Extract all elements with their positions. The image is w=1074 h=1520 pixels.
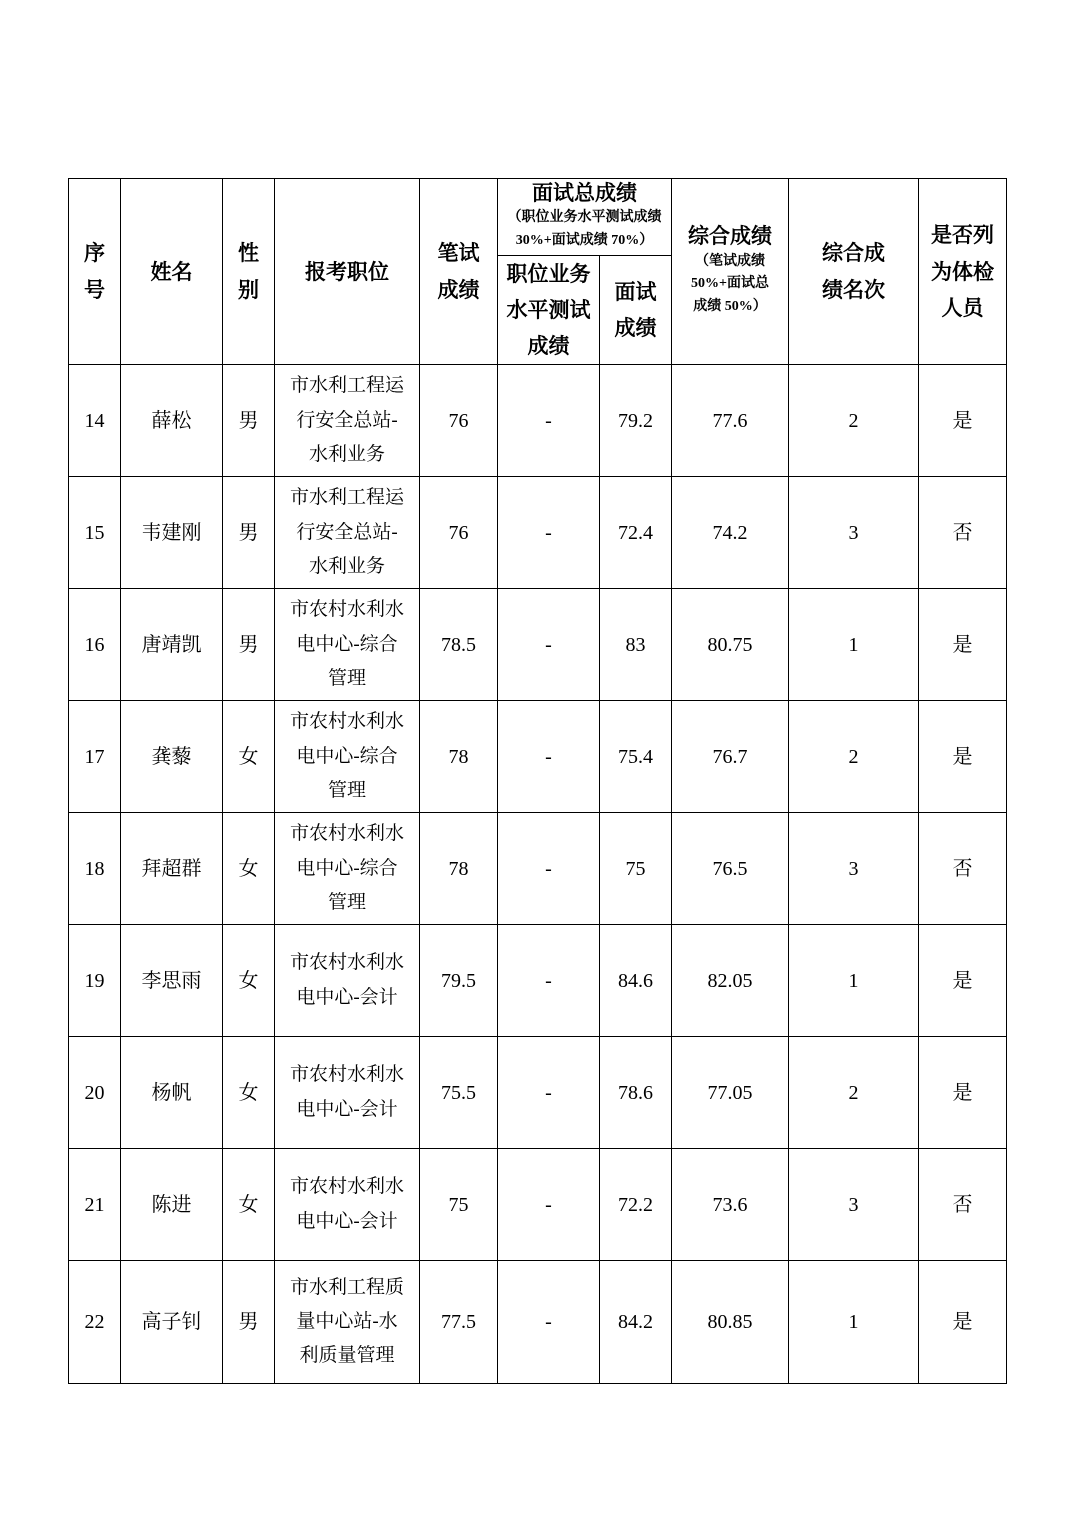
cell-rank: 3	[789, 477, 919, 589]
cell-position: 市农村水利水电中心-会计	[275, 1149, 420, 1261]
header-comprehensive-note: （笔试成绩 50%+面试总成绩 50%）	[691, 253, 769, 314]
cell-gender: 男	[223, 365, 275, 477]
cell-interview-score: 75	[600, 813, 672, 925]
score-table	[68, 178, 1007, 1384]
table-header	[69, 179, 1007, 365]
cell-written-score: 78	[420, 813, 498, 925]
header-rank	[789, 179, 919, 365]
table-row	[69, 1037, 1007, 1149]
header-gender	[223, 179, 275, 365]
header-biz-test-score	[498, 255, 600, 364]
cell-interview-score: 84.6	[600, 925, 672, 1037]
cell-serial: 19	[69, 925, 121, 1037]
header-name-label: 姓名	[150, 259, 193, 284]
cell-serial: 17	[69, 701, 121, 813]
header-interview-score	[600, 255, 672, 364]
header-written-score-label: 笔试成绩	[437, 241, 480, 302]
cell-comprehensive-score: 80.75	[672, 589, 789, 701]
cell-name: 薛松	[121, 365, 223, 477]
cell-gender: 女	[223, 1149, 275, 1261]
cell-serial: 14	[69, 365, 121, 477]
cell-medical: 是	[919, 589, 1007, 701]
header-interview-score-label: 面试成绩	[614, 279, 657, 340]
cell-biz-test-score: -	[498, 1261, 600, 1384]
header-interview-group-note: （职位业务水平测试成绩 30%+面试成绩 70%）	[507, 210, 662, 248]
cell-serial: 20	[69, 1037, 121, 1149]
cell-interview-score: 72.2	[600, 1149, 672, 1261]
cell-interview-score: 78.6	[600, 1037, 672, 1149]
cell-written-score: 75.5	[420, 1037, 498, 1149]
cell-written-score: 75	[420, 1149, 498, 1261]
cell-comprehensive-score: 77.6	[672, 365, 789, 477]
table-row	[69, 701, 1007, 813]
table-row	[69, 925, 1007, 1037]
cell-biz-test-score: -	[498, 1149, 600, 1261]
cell-interview-score: 72.4	[600, 477, 672, 589]
cell-name: 高子钊	[121, 1261, 223, 1384]
cell-medical: 否	[919, 477, 1007, 589]
cell-medical: 是	[919, 1037, 1007, 1149]
table-row	[69, 1261, 1007, 1384]
cell-name: 陈进	[121, 1149, 223, 1261]
table-row	[69, 365, 1007, 477]
cell-position: 市农村水利水电中心-会计	[275, 1037, 420, 1149]
cell-serial: 18	[69, 813, 121, 925]
cell-rank: 2	[789, 365, 919, 477]
cell-gender: 女	[223, 701, 275, 813]
cell-rank: 1	[789, 1261, 919, 1384]
cell-position: 市水利工程运行安全总站-水利业务	[275, 477, 420, 589]
cell-gender: 男	[223, 589, 275, 701]
table-row	[69, 477, 1007, 589]
header-written-score	[420, 179, 498, 365]
cell-gender: 女	[223, 1037, 275, 1149]
cell-position: 市农村水利水电中心-综合管理	[275, 701, 420, 813]
cell-biz-test-score: -	[498, 813, 600, 925]
header-gender-label: 性别	[238, 241, 259, 302]
cell-comprehensive-score: 80.85	[672, 1261, 789, 1384]
cell-interview-score: 75.4	[600, 701, 672, 813]
cell-comprehensive-score: 76.7	[672, 701, 789, 813]
cell-biz-test-score: -	[498, 365, 600, 477]
cell-rank: 2	[789, 701, 919, 813]
cell-written-score: 78	[420, 701, 498, 813]
cell-medical: 是	[919, 925, 1007, 1037]
header-medical	[919, 179, 1007, 365]
header-comprehensive-title: 综合成绩	[688, 224, 772, 249]
header-interview-group	[498, 179, 672, 256]
cell-interview-score: 84.2	[600, 1261, 672, 1384]
cell-biz-test-score: -	[498, 701, 600, 813]
cell-biz-test-score: -	[498, 1037, 600, 1149]
cell-written-score: 78.5	[420, 589, 498, 701]
cell-written-score: 79.5	[420, 925, 498, 1037]
cell-gender: 男	[223, 1261, 275, 1384]
cell-gender: 男	[223, 477, 275, 589]
cell-medical: 是	[919, 1261, 1007, 1384]
cell-position: 市水利工程运行安全总站-水利业务	[275, 365, 420, 477]
cell-interview-score: 79.2	[600, 365, 672, 477]
cell-rank: 3	[789, 1149, 919, 1261]
cell-rank: 2	[789, 1037, 919, 1149]
cell-name: 龚藜	[121, 701, 223, 813]
cell-gender: 女	[223, 813, 275, 925]
header-medical-label: 是否列为体检人员	[931, 223, 994, 320]
header-comprehensive-group	[672, 179, 789, 365]
cell-serial: 16	[69, 589, 121, 701]
header-biz-test-score-label: 职位业务水平测试成绩	[506, 261, 591, 359]
cell-medical: 是	[919, 365, 1007, 477]
cell-position: 市农村水利水电中心-会计	[275, 925, 420, 1037]
table-row	[69, 589, 1007, 701]
header-rank-label: 综合成绩名次	[822, 241, 885, 302]
cell-biz-test-score: -	[498, 589, 600, 701]
header-position	[275, 179, 420, 365]
cell-name: 韦建刚	[121, 477, 223, 589]
cell-name: 唐靖凯	[121, 589, 223, 701]
cell-rank: 3	[789, 813, 919, 925]
header-position-label: 报考职位	[305, 259, 389, 284]
cell-medical: 否	[919, 1149, 1007, 1261]
cell-biz-test-score: -	[498, 925, 600, 1037]
cell-written-score: 76	[420, 477, 498, 589]
cell-comprehensive-score: 76.5	[672, 813, 789, 925]
cell-rank: 1	[789, 589, 919, 701]
table-body	[69, 365, 1007, 1384]
header-serial	[69, 179, 121, 365]
cell-serial: 15	[69, 477, 121, 589]
cell-comprehensive-score: 82.05	[672, 925, 789, 1037]
cell-position: 市农村水利水电中心-综合管理	[275, 813, 420, 925]
cell-name: 李思雨	[121, 925, 223, 1037]
header-row-top	[69, 179, 1007, 256]
header-name	[121, 179, 223, 365]
cell-comprehensive-score: 73.6	[672, 1149, 789, 1261]
table-row	[69, 1149, 1007, 1261]
cell-serial: 21	[69, 1149, 121, 1261]
cell-gender: 女	[223, 925, 275, 1037]
cell-name: 拜超群	[121, 813, 223, 925]
header-interview-group-title: 面试总成绩	[532, 181, 637, 205]
cell-position: 市农村水利水电中心-综合管理	[275, 589, 420, 701]
cell-medical: 否	[919, 813, 1007, 925]
header-serial-label: 序号	[84, 241, 105, 302]
table-row	[69, 813, 1007, 925]
cell-medical: 是	[919, 701, 1007, 813]
cell-rank: 1	[789, 925, 919, 1037]
cell-written-score: 76	[420, 365, 498, 477]
cell-serial: 22	[69, 1261, 121, 1384]
cell-name: 杨帆	[121, 1037, 223, 1149]
cell-biz-test-score: -	[498, 477, 600, 589]
cell-comprehensive-score: 74.2	[672, 477, 789, 589]
cell-interview-score: 83	[600, 589, 672, 701]
cell-comprehensive-score: 77.05	[672, 1037, 789, 1149]
cell-written-score: 77.5	[420, 1261, 498, 1384]
cell-position: 市水利工程质量中心站-水利质量管理	[275, 1261, 420, 1384]
